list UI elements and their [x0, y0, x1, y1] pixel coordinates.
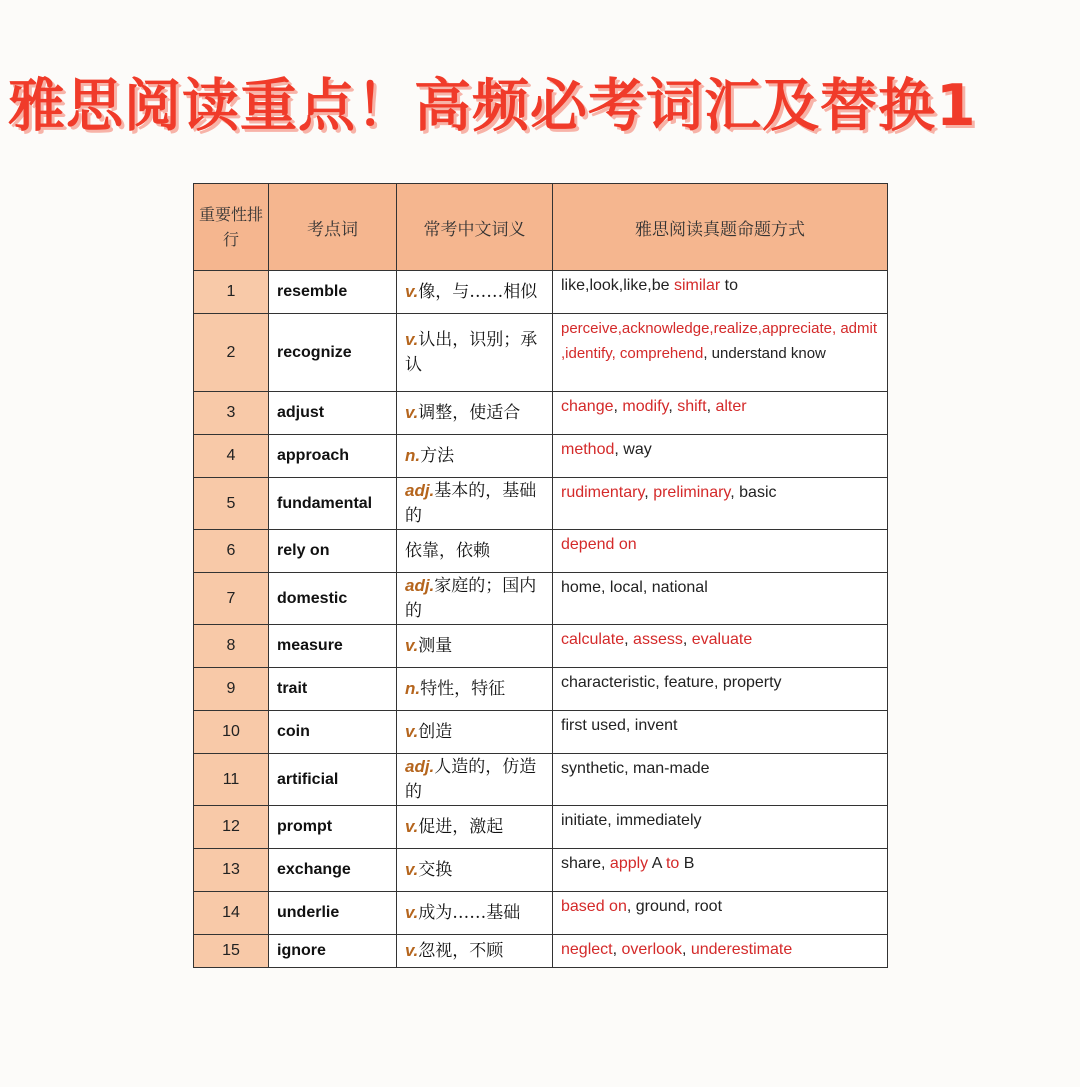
synonym-text: synthetic, man-made	[561, 760, 710, 777]
synonym-text: A	[648, 855, 666, 872]
table-row	[194, 892, 888, 935]
meaning-cell	[397, 573, 553, 625]
synonym-highlight: change	[561, 398, 614, 415]
synonym-text: like,look,like,be	[561, 277, 674, 294]
meaning-cell	[397, 530, 553, 573]
synonym-highlight: to	[665, 855, 680, 872]
synonym-text: , way	[614, 441, 652, 458]
synonyms-cell	[553, 478, 888, 530]
meaning-text: 调整，使适合	[418, 403, 521, 423]
synonym-text: ,	[682, 631, 692, 648]
synonym-highlight: neglect	[561, 941, 613, 958]
keyword-cell: rely on	[269, 530, 397, 573]
synonym-highlight: method	[561, 441, 615, 458]
synonyms-cell	[553, 314, 888, 392]
keyword-cell: fundamental	[269, 478, 397, 530]
part-of-speech: v.	[405, 636, 419, 655]
table-row	[194, 530, 888, 573]
synonyms-cell	[553, 849, 888, 892]
rank-cell: 11	[194, 754, 269, 806]
synonyms-cell	[553, 892, 888, 935]
table-row	[194, 478, 888, 530]
part-of-speech: adj.	[405, 757, 435, 776]
synonym-text: ,	[644, 484, 654, 501]
synonyms-cell	[553, 392, 888, 435]
synonyms-cell	[553, 625, 888, 668]
part-of-speech: v.	[405, 903, 419, 922]
page-title: 雅思阅读重点！高频必考词汇及替换1	[8, 73, 977, 139]
meaning-cell	[397, 754, 553, 806]
synonym-text: home, local, national	[561, 579, 708, 596]
synonyms-cell	[553, 271, 888, 314]
meaning-text: 家庭的；国内的	[405, 576, 537, 621]
meaning-cell	[397, 711, 553, 754]
header-word: 考点词	[269, 184, 397, 271]
rank-cell: 6	[194, 530, 269, 573]
table-row	[194, 754, 888, 806]
meaning-text: 交换	[418, 860, 453, 880]
rank-cell: 12	[194, 806, 269, 849]
synonym-text: ,	[668, 398, 678, 415]
synonym-highlight: underestimate	[690, 941, 793, 958]
meaning-text: 认出，识别；承认	[405, 330, 538, 375]
rank-cell: 5	[194, 478, 269, 530]
synonym-highlight: shift	[677, 398, 707, 415]
keyword-cell: domestic	[269, 573, 397, 625]
synonym-highlight: perceive,acknowledge,realize,appreciate, admit ,identify, comprehend	[561, 320, 878, 362]
synonym-highlight: modify	[622, 398, 669, 415]
meaning-cell	[397, 892, 553, 935]
synonym-highlight: rudimentary	[561, 484, 645, 501]
synonym-highlight: calculate	[561, 631, 625, 648]
rank-cell: 10	[194, 711, 269, 754]
synonym-highlight: evaluate	[691, 631, 753, 648]
keyword-cell: coin	[269, 711, 397, 754]
synonym-text: , ground, root	[626, 898, 723, 915]
synonym-text: share,	[561, 855, 610, 872]
keyword-cell: approach	[269, 435, 397, 478]
synonyms-cell	[553, 754, 888, 806]
meaning-cell	[397, 806, 553, 849]
synonym-text: ,	[624, 631, 634, 648]
vocabulary-table	[193, 183, 888, 968]
table-header-row	[194, 184, 888, 271]
header-question-style: 雅思阅读真题命题方式	[553, 184, 888, 271]
synonym-text: ,	[706, 398, 716, 415]
meaning-cell	[397, 849, 553, 892]
part-of-speech: v.	[405, 722, 419, 741]
table-row	[194, 806, 888, 849]
part-of-speech: v.	[405, 817, 419, 836]
rank-cell: 8	[194, 625, 269, 668]
header-rank: 重要性排行	[194, 184, 269, 271]
synonym-text: to	[720, 277, 738, 294]
meaning-cell	[397, 392, 553, 435]
meaning-text: 忽视，不顾	[418, 941, 504, 961]
synonym-text: ,	[681, 941, 691, 958]
synonym-highlight: preliminary	[653, 484, 731, 501]
meaning-cell	[397, 935, 553, 968]
part-of-speech: v.	[405, 330, 419, 349]
meaning-text: 方法	[420, 446, 455, 466]
part-of-speech: v.	[405, 941, 419, 960]
synonym-highlight: similar	[673, 277, 721, 294]
synonym-text: , basic	[730, 484, 777, 501]
table-row	[194, 573, 888, 625]
synonyms-cell	[553, 530, 888, 573]
synonyms-cell	[553, 806, 888, 849]
synonym-text: ,	[612, 941, 622, 958]
synonym-highlight: based on	[561, 898, 627, 915]
synonym-text: B	[679, 855, 695, 872]
synonyms-cell	[553, 668, 888, 711]
table-row	[194, 625, 888, 668]
part-of-speech: v.	[405, 860, 419, 879]
keyword-cell: adjust	[269, 392, 397, 435]
rank-cell: 13	[194, 849, 269, 892]
keyword-cell: measure	[269, 625, 397, 668]
table-row	[194, 711, 888, 754]
table-row	[194, 392, 888, 435]
meaning-cell	[397, 271, 553, 314]
synonym-highlight: assess	[633, 631, 683, 648]
meaning-text: 创造	[418, 722, 453, 742]
meaning-text: 成为……基础	[418, 903, 521, 923]
part-of-speech: adj.	[405, 481, 435, 500]
synonyms-cell	[553, 573, 888, 625]
rank-cell: 2	[194, 314, 269, 392]
keyword-cell: underlie	[269, 892, 397, 935]
synonym-highlight: depend on	[561, 536, 637, 553]
meaning-text: 特性，特征	[420, 679, 506, 699]
meaning-text: 基本的，基础的	[405, 481, 537, 526]
meaning-text: 促进，激起	[418, 817, 504, 837]
synonym-text: , understand know	[703, 345, 826, 362]
synonyms-cell	[553, 935, 888, 968]
synonyms-cell	[553, 435, 888, 478]
rank-cell: 4	[194, 435, 269, 478]
meaning-text: 测量	[418, 636, 453, 656]
table-row	[194, 435, 888, 478]
rank-cell: 1	[194, 271, 269, 314]
part-of-speech: n.	[405, 679, 421, 698]
rank-cell: 15	[194, 935, 269, 968]
meaning-text: 人造的，仿造的	[405, 757, 537, 802]
rank-cell: 14	[194, 892, 269, 935]
meaning-text: 像，与……相似	[418, 282, 538, 302]
part-of-speech: adj.	[405, 576, 435, 595]
keyword-cell: recognize	[269, 314, 397, 392]
keyword-cell: trait	[269, 668, 397, 711]
table-row	[194, 935, 888, 968]
part-of-speech: n.	[405, 446, 421, 465]
synonym-text: ,	[613, 398, 623, 415]
meaning-cell	[397, 625, 553, 668]
synonyms-cell	[553, 711, 888, 754]
part-of-speech: v.	[405, 403, 419, 422]
table-row	[194, 271, 888, 314]
synonym-highlight: apply	[609, 855, 649, 872]
keyword-cell: artificial	[269, 754, 397, 806]
keyword-cell: prompt	[269, 806, 397, 849]
table-row	[194, 668, 888, 711]
table-row	[194, 314, 888, 392]
meaning-cell	[397, 668, 553, 711]
header-meaning: 常考中文词义	[397, 184, 553, 271]
rank-cell: 3	[194, 392, 269, 435]
synonym-text: initiate, immediately	[561, 812, 702, 829]
keyword-cell: ignore	[269, 935, 397, 968]
rank-cell: 9	[194, 668, 269, 711]
synonym-highlight: alter	[715, 398, 747, 415]
meaning-cell	[397, 314, 553, 392]
meaning-cell	[397, 478, 553, 530]
synonym-highlight: overlook	[621, 941, 682, 958]
meaning-cell	[397, 435, 553, 478]
part-of-speech: v.	[405, 282, 419, 301]
keyword-cell: resemble	[269, 271, 397, 314]
rank-cell: 7	[194, 573, 269, 625]
synonym-text: characteristic, feature, property	[561, 674, 782, 691]
table-row	[194, 849, 888, 892]
meaning-text: 依靠，依赖	[405, 540, 490, 561]
keyword-cell: exchange	[269, 849, 397, 892]
synonym-text: first used, invent	[561, 717, 678, 734]
